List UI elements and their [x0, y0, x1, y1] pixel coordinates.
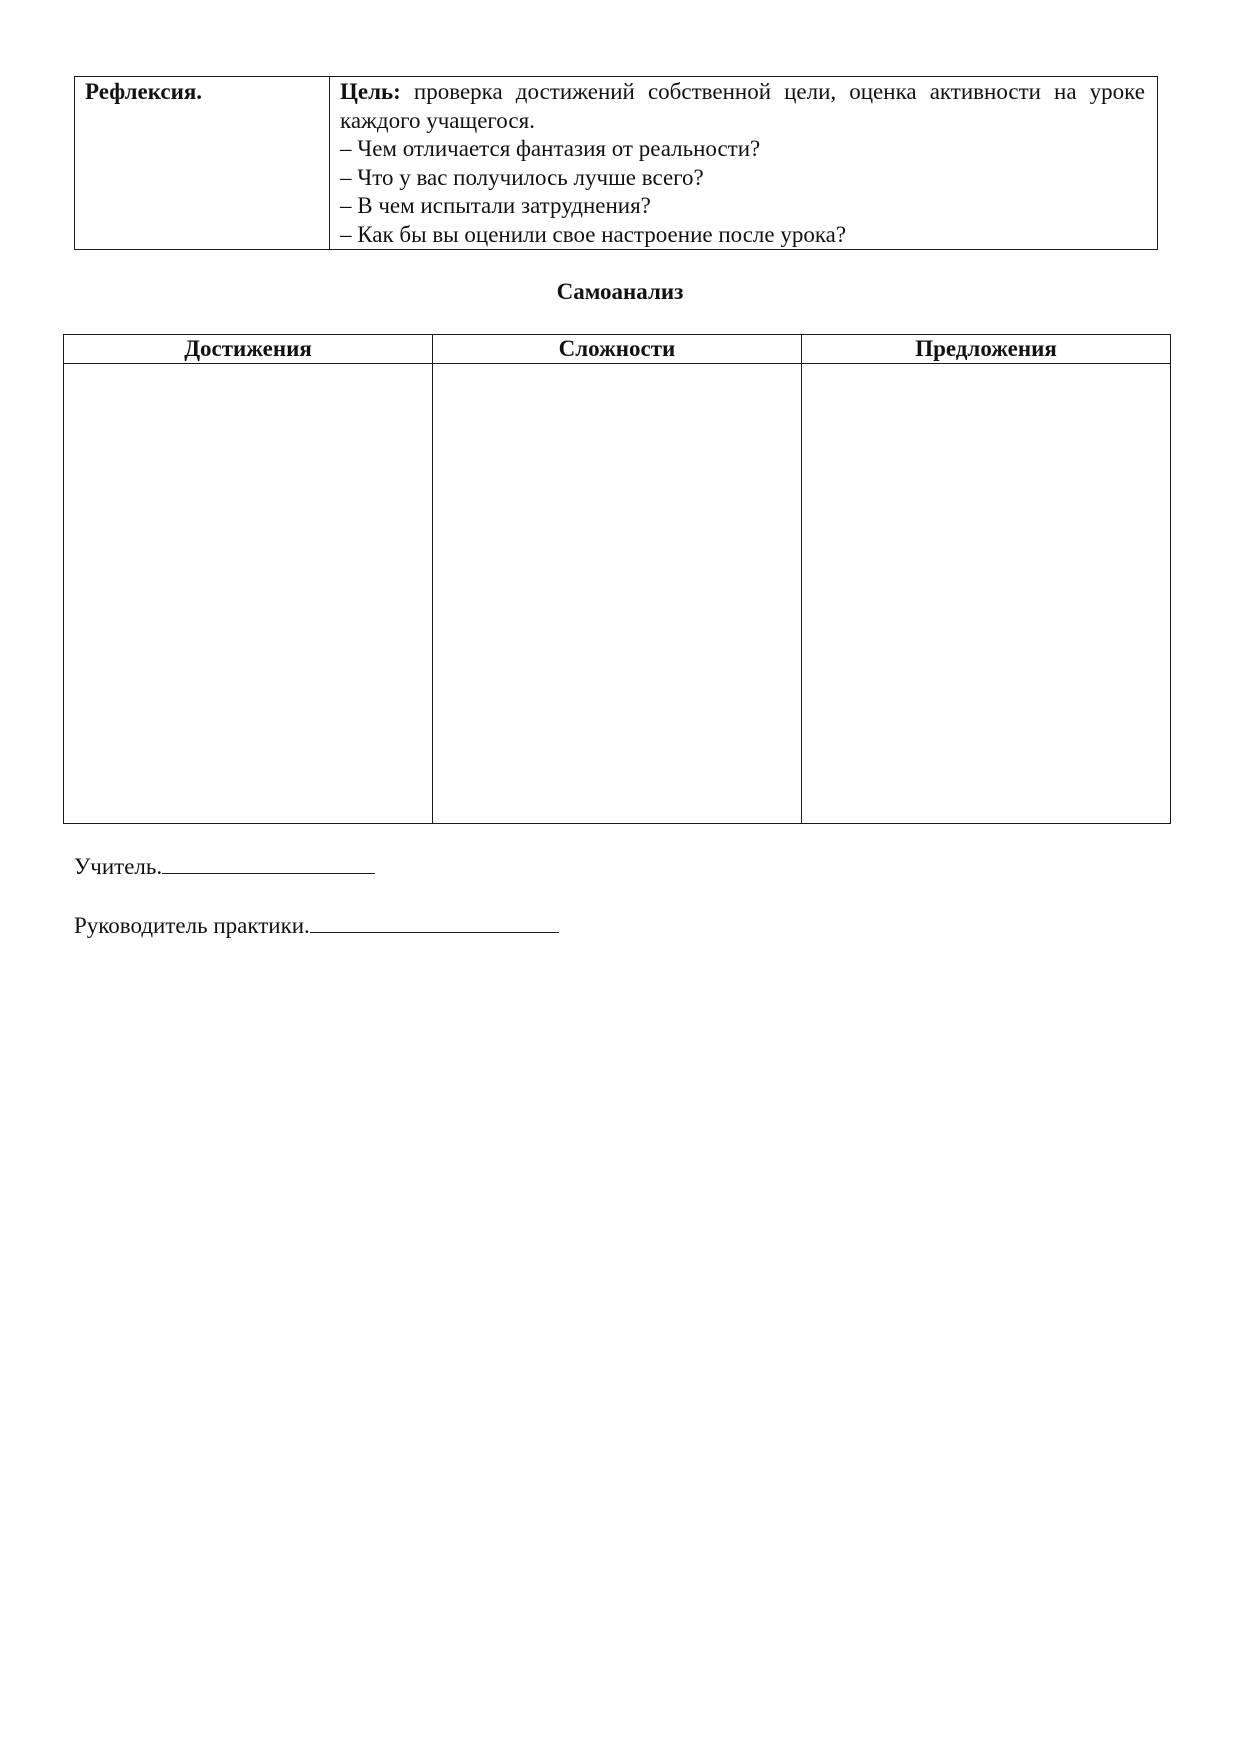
column-header-suggestions: Предложения	[802, 335, 1171, 364]
goal-line	[340, 78, 1145, 107]
goal-text: проверка достижений собственной цели, оценка активности на уроке	[400, 79, 1145, 104]
difficulties-cell	[433, 364, 802, 824]
teacher-label: Учитель.	[74, 854, 163, 879]
reflection-table	[74, 76, 1158, 250]
teacher-signature-line	[74, 851, 375, 881]
practice-head-signature-line	[74, 910, 559, 940]
table-header-row	[64, 335, 1171, 364]
goal-label: Цель:	[340, 79, 401, 104]
self-analysis-table	[63, 334, 1171, 824]
question-item: – В чем испытали затруднения?	[340, 193, 651, 218]
teacher-signature-blank	[162, 851, 375, 874]
stage-label: Рефлексия.	[85, 79, 203, 104]
practice-head-label: Руководитель практики.	[74, 913, 310, 938]
practice-head-signature-blank	[310, 910, 559, 933]
suggestions-cell	[802, 364, 1171, 824]
content-cell	[330, 77, 1158, 250]
column-header-difficulties: Сложности	[433, 335, 802, 364]
question-item: – Как бы вы оценили свое настроение после урока?	[340, 221, 847, 247]
reflection-row	[75, 77, 1158, 250]
section-title: Самоанализ	[556, 279, 684, 304]
goal-text-continued: каждого учащегося.	[340, 107, 535, 133]
stage-cell	[75, 77, 330, 250]
column-header-achievements: Достижения	[64, 335, 433, 364]
table-row	[64, 364, 1171, 824]
achievements-cell	[64, 364, 433, 824]
question-item: – Чем отличается фантазия от реальности?	[340, 136, 761, 161]
question-item: – Что у вас получилось лучше всего?	[340, 164, 704, 190]
